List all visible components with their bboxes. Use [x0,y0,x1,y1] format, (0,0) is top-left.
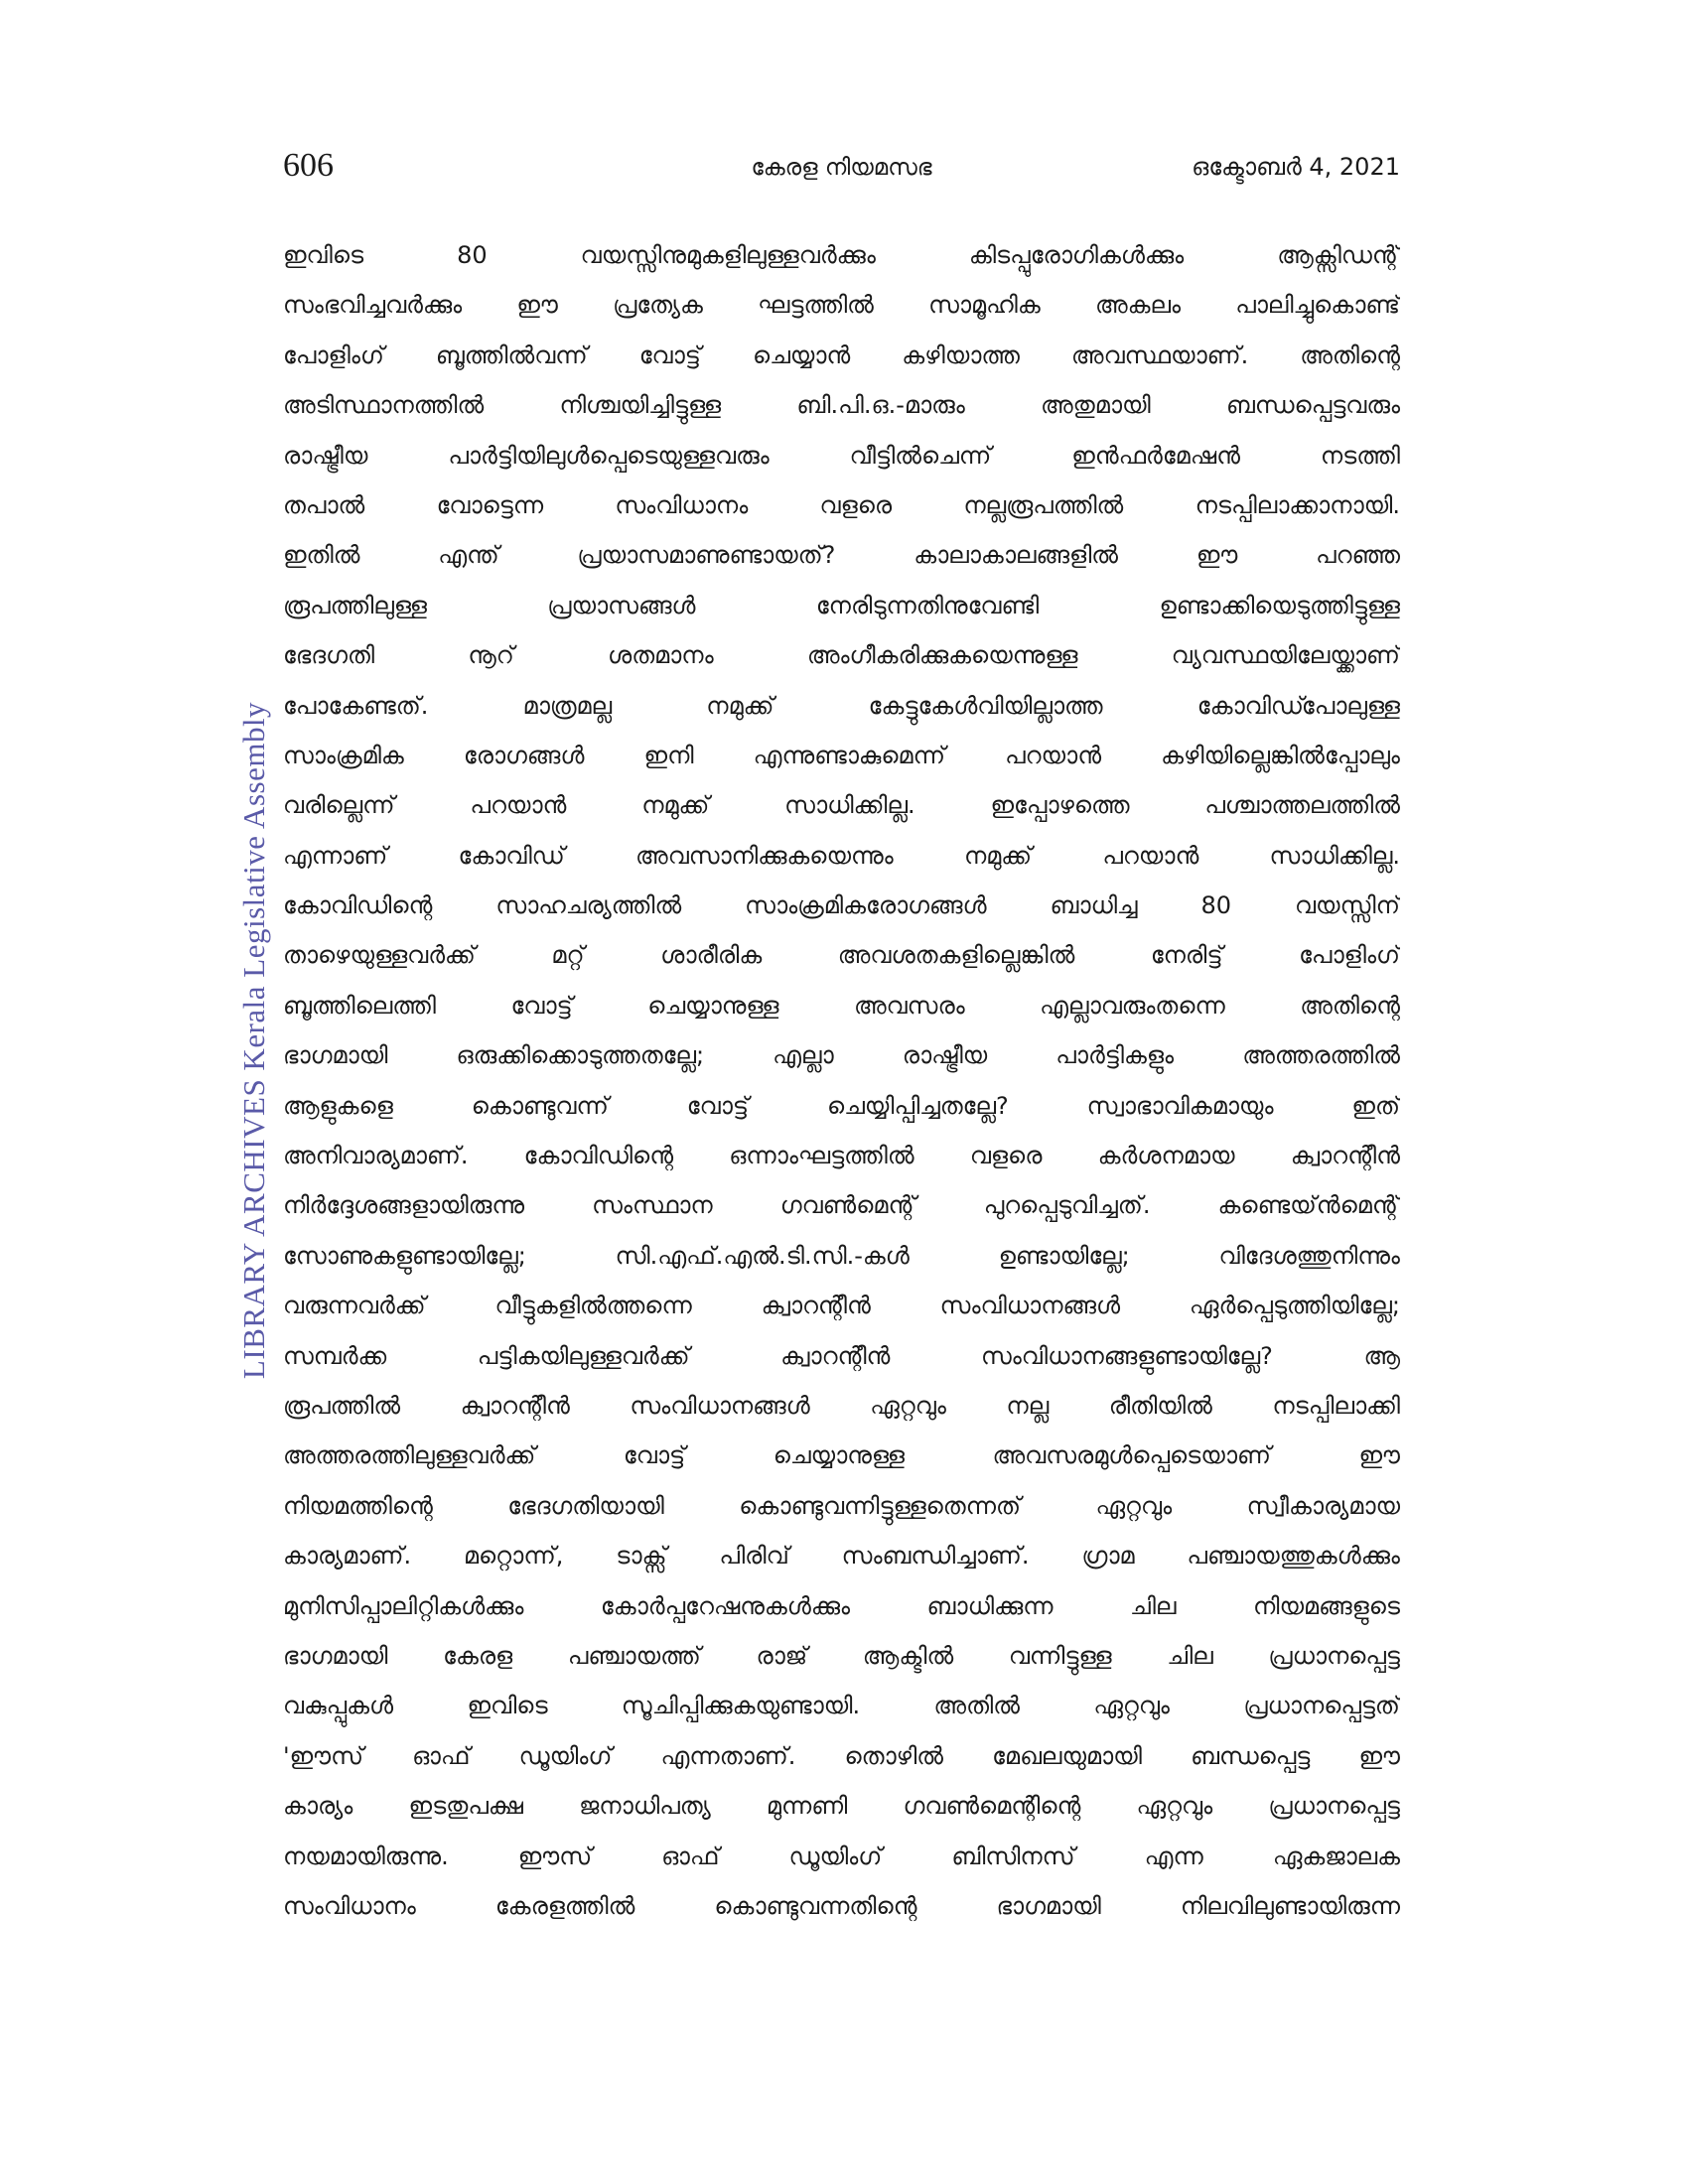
text-line: മുനിസിപ്പാലിറ്റികൾക്കും കോർപ്പറേഷനുകൾക്കും ബാധിക്കുന്ന ചില നിയമങ്ങളുടെ [283,1591,1400,1620]
text-line: രൂപത്തിൽ ക്വാറന്റീൻ സംവിധാനങ്ങൾ ഏറ്റവും നല്ല രീതിയിൽ നടപ്പിലാക്കി [283,1391,1400,1420]
text-line: രാഷ്ട്രീയ പാർട്ടിയിലുൾപ്പെടെയുള്ളവരും വീട്ടിൽചെന്ന് ഇൻഫർമേഷൻ നടത്തി [283,441,1400,470]
text-line: കോവിഡിന്റെ സാഹചര്യത്തിൽ സാംക്രമികരോഗങ്ങൾ ബാധിച്ച 80 വയസ്സിന് [283,891,1400,920]
text-line: നിർദ്ദേശങ്ങളായിരുന്നു സംസ്ഥാന ഗവൺമെന്റ് പുറപ്പെടുവിച്ചത്. കണ്ടെയ്ൻമെന്റ് [283,1191,1400,1220]
text-line: പോകേണ്ടത്. മാത്രമല്ല നമുക്ക് കേട്ടുകേൾവിയില്ലാത്ത കോവിഡ്പോലുള്ള [283,691,1400,720]
text-line: വകുപ്പുകൾ ഇവിടെ സൂചിപ്പിക്കുകയുണ്ടായി. അതിൽ ഏറ്റവും പ്രധാനപ്പെട്ടത് [283,1692,1400,1720]
text-line: അത്തരത്തിലുള്ളവർക്ക് വോട്ട് ചെയ്യാനുള്ള അവസരമുൾപ്പെടെയാണ് ഈ [283,1441,1400,1470]
text-line: ഇവിടെ 80 വയസ്സിനുമുകളിലുള്ളവർക്കും കിടപ്പുരോഗികൾക്കും ആക്സിഡന്റ് [283,241,1400,269]
text-line: ആളുകളെ കൊണ്ടുവന്ന് വോട്ട് ചെയ്യിപ്പിച്ചതല്ലേ? സ്വാഭാവികമായും ഇത് [283,1091,1400,1120]
running-title: കേരള നിയമസഭ [751,155,932,181]
text-line: പോളിംഗ് ബൂത്തിൽവന്ന് വോട്ട് ചെയ്യാൻ കഴിയാത്ത അവസ്ഥയാണ്. അതിന്റെ [283,341,1400,369]
text-line: താഴെയുള്ളവർക്ക് മറ്റ് ശാരീരിക അവശതകളില്ലെങ്കിൽ നേരിട്ട് പോളിംഗ് [283,941,1400,970]
text-line: ഭേദഗതി നൂറ് ശതമാനം അംഗീകരിക്കുകയെന്നുള്ള വ്യവസ്ഥയിലേയ്ക്കാണ് [283,641,1400,670]
archive-watermark: LIBRARY ARCHIVES Kerala Legislative Assembly [236,701,271,1380]
page-number: 606 [283,147,334,184]
text-line: വരുന്നവർക്ക് വീട്ടുകളിൽത്തന്നെ ക്വാറന്റീൻ സംവിധാനങ്ങൾ ഏർപ്പെടുത്തിയില്ലേ; [283,1292,1400,1320]
text-line: സോണുകളുണ്ടായില്ലേ; സി.എഫ്.എൽ.ടി.സി.-കൾ ഉണ്ടായില്ലേ; വിദേശത്തുനിന്നും [283,1241,1400,1270]
page-header [283,147,1400,197]
text-line: വരില്ലെന്ന് പറയാൻ നമുക്ക് സാധിക്കില്ല. ഇപ്പോഴത്തെ പശ്ചാത്തലത്തിൽ [283,791,1400,820]
text-line: ഇതിൽ എന്ത് പ്രയാസമാണുണ്ടായത്? കാലാകാലങ്ങളിൽ ഈ പറഞ്ഞ [283,541,1400,570]
text-line: കാര്യമാണ്. മറ്റൊന്ന്, ടാക്സ് പിരിവ് സംബന്ധിച്ചാണ്. ഗ്രാമ പഞ്ചായത്തുകൾക്കും [283,1542,1400,1570]
text-line: സംഭവിച്ചവർക്കും ഈ പ്രത്യേക ഘട്ടത്തിൽ സാമൂഹിക അകലം പാലിച്ചുകൊണ്ട് [283,291,1400,320]
text-line: കാര്യം ഇടതുപക്ഷ ജനാധിപത്യ മുന്നണി ഗവൺമെന്റിന്റെ ഏറ്റവും പ്രധാനപ്പെട്ട [283,1792,1400,1821]
text-line: നയമായിരുന്നു. ഈസ് ഓഫ് ഡൂയിംഗ് ബിസിനസ് എന്ന ഏകജാലക [283,1842,1400,1870]
text-line: സംവിധാനം കേരളത്തിൽ കൊണ്ടുവന്നതിന്റെ ഭാഗമായി നിലവിലുണ്ടായിരുന്ന [283,1891,1400,1920]
text-line: എന്നാണ് കോവിഡ് അവസാനിക്കുകയെന്നും നമുക്ക് പറയാൻ സാധിക്കില്ല. [283,841,1400,870]
text-line: 'ഈസ് ഓഫ് ഡൂയിംഗ് എന്നതാണ്. തൊഴിൽ മേഖലയുമായി ബന്ധപ്പെട്ട ഈ [283,1741,1400,1770]
text-line: രൂപത്തിലുള്ള പ്രയാസങ്ങൾ നേരിടുന്നതിനുവേണ്ടി ഉണ്ടാക്കിയെടുത്തിട്ടുള്ള [283,591,1400,619]
text-line: നിയമത്തിന്റെ ഭേദഗതിയായി കൊണ്ടുവന്നിട്ടുള്ളതെന്നത് ഏറ്റവും സ്വീകാര്യമായ [283,1491,1400,1520]
text-line: ബൂത്തിലെത്തി വോട്ട് ചെയ്യാനുള്ള അവസരം എല്ലാവരുംതന്നെ അതിന്റെ [283,991,1400,1020]
text-line: അനിവാര്യമാണ്. കോവിഡിന്റെ ഒന്നാംഘട്ടത്തിൽ വളരെ കർശനമായ ക്വാറന്റീൻ [283,1142,1400,1170]
text-line: സമ്പർക്ക പട്ടികയിലുള്ളവർക്ക് ക്വാറന്റീൻ സംവിധാനങ്ങളുണ്ടായില്ലേ? ആ [283,1341,1400,1370]
text-line: സാംക്രമിക രോഗങ്ങൾ ഇനി എന്നുണ്ടാകുമെന്ന് പറയാൻ കഴിയില്ലെങ്കിൽപ്പോലും [283,741,1400,769]
text-line: ഭാഗമായി കേരള പഞ്ചായത്ത് രാജ് ആക്ടിൽ വന്നിട്ടുള്ള ചില പ്രധാനപ്പെട്ട [283,1641,1400,1670]
body-text [283,230,1400,1931]
text-line: തപാൽ വോട്ടെന്ന സംവിധാനം വളരെ നല്ലരൂപത്തിൽ നടപ്പിലാക്കാനായി. [283,490,1400,519]
text-line: അടിസ്ഥാനത്തിൽ നിശ്ചയിച്ചിട്ടുള്ള ബി.പി.ഒ.-മാരും അതുമായി ബന്ധപ്പെട്ടവരും [283,391,1400,420]
header-date: ഒക്ടോബർ 4, 2021 [1192,153,1400,181]
text-line: ഭാഗമായി ഒരുക്കിക്കൊടുത്തതല്ലേ; എല്ലാ രാഷ്ട്രീയ പാർട്ടികളും അത്തരത്തിൽ [283,1041,1400,1070]
